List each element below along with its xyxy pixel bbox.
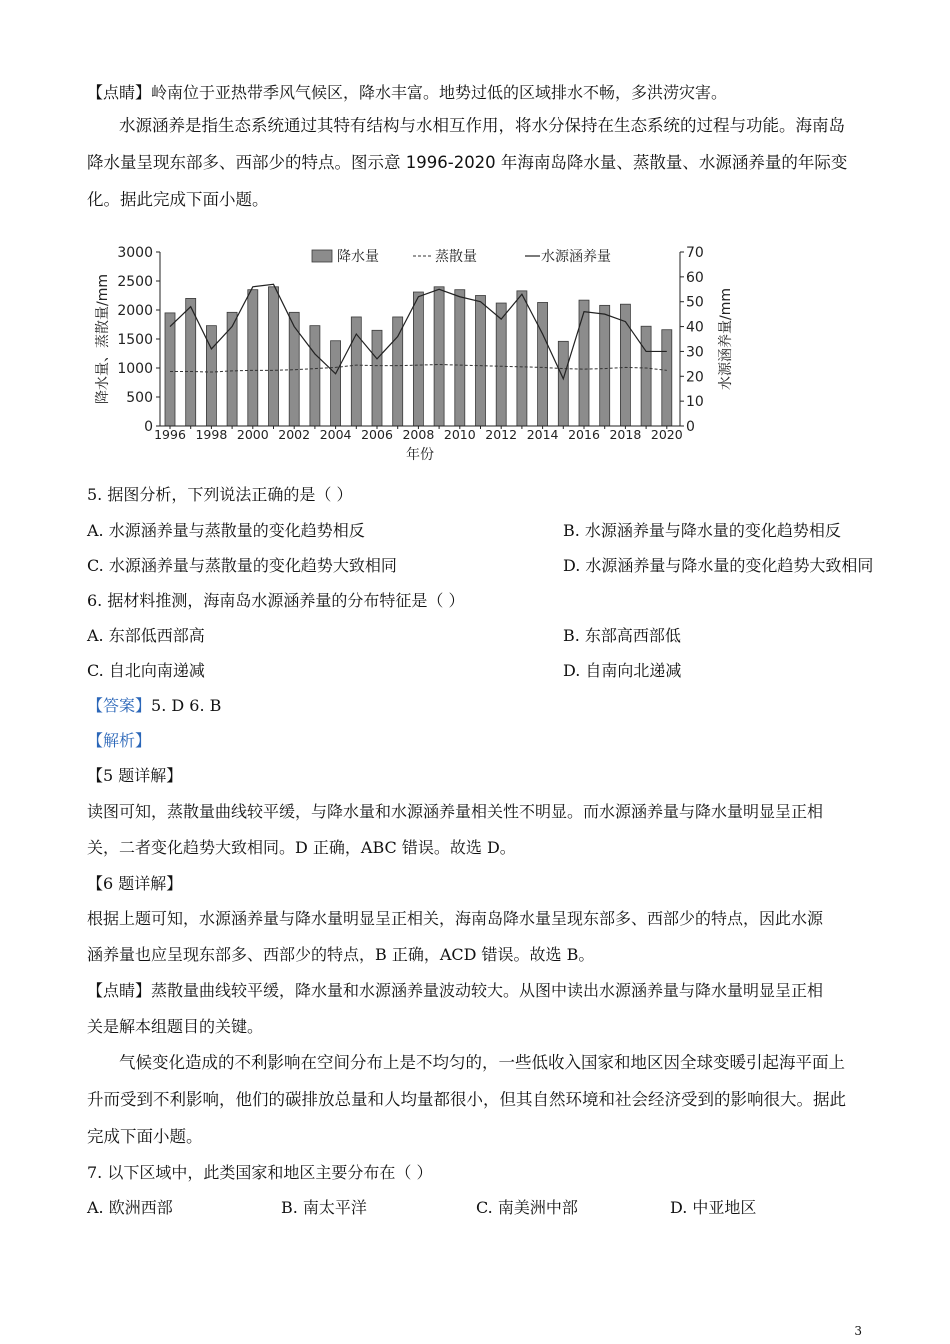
- x-tick-label-2008: 2008: [402, 427, 435, 442]
- right-tick-label-30: 30: [686, 344, 704, 361]
- tip-text: 岭南位于亚热带季风气候区，降水丰富。地势过低的区域排水不畅，多洪涝灾害。: [151, 83, 728, 102]
- right-tick-label-20: 20: [686, 369, 704, 386]
- detail-6-line-1: 根据上题可知，水源涵养量与降水量明显呈正相关，海南岛降水量呈现东部多、西部少的特点，因此水源: [87, 909, 824, 928]
- right-tick-label-70: 70: [686, 245, 704, 261]
- passage-2-line-1: 气候变化造成的不利影响在空间分布上是不均匀的，一些低收入国家和地区因全球变暖引起海平面上: [119, 1053, 845, 1072]
- q5-option-a: A. 水源涵养量与蒸散量的变化趋势相反: [87, 521, 365, 540]
- bar-precip-2001: [269, 287, 279, 426]
- left-tick-label-500: 500: [126, 390, 153, 406]
- x-tick-label-2002: 2002: [278, 427, 311, 442]
- question-6-stem: 6. 据材料推测，海南岛水源涵养量的分布特征是（ ）: [87, 591, 465, 610]
- bar-precip-2019: [641, 326, 651, 426]
- x-tick-label-2010: 2010: [443, 427, 476, 442]
- answer-tag: 【答案】: [87, 696, 152, 715]
- answer-line: [87, 695, 862, 717]
- legend-swatch-precip: [312, 250, 332, 262]
- right-tick-label-50: 50: [686, 294, 704, 311]
- tip-paragraph-1: [87, 82, 862, 104]
- bar-precip-2009: [434, 287, 444, 426]
- left-tick-label-3000: 3000: [117, 245, 153, 261]
- answer-text: 5. D 6. B: [151, 696, 222, 715]
- bar-precip-2020: [662, 330, 672, 426]
- question-5-row-2: [87, 555, 874, 577]
- detail-5-line-1: 读图可知，蒸散量曲线较平缓，与降水量和水源涵养量相关性不明显。而水源涵养量与降水量明显呈正相: [87, 802, 824, 821]
- bar-precip-2017: [600, 305, 610, 426]
- tip-tag: 【点睛】: [87, 83, 152, 102]
- x-tick-label-1996: 1996: [154, 427, 186, 442]
- q5-option-c: C. 水源涵养量与蒸散量的变化趋势大致相同: [87, 556, 397, 575]
- hainan-water-chart: [90, 232, 740, 468]
- q7-option-d: D. 中亚地区: [670, 1198, 757, 1217]
- bar-precip-1996: [165, 313, 175, 426]
- bar-precip-2016: [579, 300, 589, 426]
- right-tick-label-40: 40: [686, 319, 704, 336]
- x-axis-title: 年份: [406, 447, 434, 463]
- bar-precip-2011: [476, 296, 486, 427]
- q6-option-c: C. 自北向南递减: [87, 661, 205, 680]
- right-tick-label-60: 60: [686, 269, 704, 286]
- tip-2-line-2: 关是解本组题目的关键。: [87, 1017, 264, 1036]
- question-5-stem: 5. 据图分析，下列说法正确的是（ ）: [87, 485, 353, 504]
- analysis-tag: 【解析】: [87, 731, 152, 750]
- right-tick-label-10: 10: [686, 394, 704, 411]
- bar-precip-2014: [538, 302, 548, 426]
- q5-option-b: B. 水源涵养量与降水量的变化趋势相反: [563, 521, 841, 540]
- left-axis-title: 降水量、蒸散量/mm: [95, 274, 111, 404]
- bar-precip-2012: [496, 303, 506, 426]
- tip-paragraph-2: [87, 980, 862, 1002]
- bar-precip-2015: [558, 341, 568, 426]
- tip-2-line-1: 蒸散量曲线较平缓，降水量和水源涵养量波动较大。从图中读出水源涵养量与降水量明显呈正相: [151, 981, 824, 1000]
- passage-1-line-3: 化。据此完成下面小题。: [87, 190, 269, 209]
- passage-2-line-2: 升而受到不利影响，他们的碳排放总量和人均量都很小，但其自然环境和社会经济受到的影响很大。据此: [87, 1090, 846, 1109]
- x-tick-label-1998: 1998: [195, 427, 228, 442]
- left-tick-label-1000: 1000: [117, 361, 153, 377]
- x-tick-label-2004: 2004: [319, 427, 352, 442]
- q7-option-a: A. 欧洲西部: [87, 1198, 173, 1217]
- legend-label-water: 水源涵养量: [541, 249, 611, 265]
- question-6-row-2: [87, 660, 862, 682]
- tip-2-tag: 【点睛】: [87, 981, 152, 1000]
- bar-precip-2008: [413, 292, 423, 426]
- x-tick-label-2014: 2014: [526, 427, 559, 442]
- bar-precip-2007: [393, 317, 403, 426]
- right-tick-label-0: 0: [686, 419, 695, 435]
- bar-precip-2004: [331, 341, 341, 426]
- detail-5-line-2: 关，二者变化趋势大致相同。D 正确，ABC 错误。故选 D。: [87, 838, 516, 857]
- q6-option-a: A. 东部低西部高: [87, 626, 205, 645]
- x-tick-label-2000: 2000: [236, 427, 269, 442]
- legend-label-evap: 蒸散量: [435, 249, 477, 265]
- bar-precip-1999: [227, 312, 237, 426]
- passage-1-line-1: 水源涵养是指生态系统通过其特有结构与水相互作用，将水分保持在生态系统的过程与功能。海南岛: [119, 116, 845, 135]
- question-5-row-1: [87, 520, 862, 542]
- detail-5-tag: 【5 题详解】: [87, 766, 183, 785]
- question-6-row-1: [87, 625, 862, 647]
- detail-6-line-2: 涵养量也应呈现东部多、西部少的特点，B 正确，ACD 错误。故选 B。: [87, 945, 595, 964]
- q5-option-d: D. 水源涵养量与降水量的变化趋势大致相同: [563, 556, 874, 575]
- left-tick-label-1500: 1500: [117, 332, 153, 348]
- bar-precip-2010: [455, 290, 465, 426]
- x-tick-label-2006: 2006: [361, 427, 393, 442]
- bar-precip-1997: [186, 298, 196, 426]
- x-tick-label-2012: 2012: [485, 427, 518, 442]
- page-number: 3: [854, 1324, 862, 1338]
- x-tick-label-2016: 2016: [568, 427, 600, 442]
- bar-precip-2000: [248, 290, 258, 426]
- detail-6-tag: 【6 题详解】: [87, 874, 183, 893]
- q6-option-b: B. 东部高西部低: [563, 626, 681, 645]
- q7-option-b: B. 南太平洋: [281, 1198, 367, 1217]
- left-tick-label-2000: 2000: [117, 303, 153, 319]
- legend-label-precip: 降水量: [337, 249, 379, 265]
- left-tick-label-0: 0: [144, 419, 153, 435]
- bar-precip-2006: [372, 330, 382, 426]
- passage-2-line-3: 完成下面小题。: [87, 1127, 203, 1146]
- bar-precip-2013: [517, 291, 527, 426]
- x-tick-label-2020: 2020: [650, 427, 683, 442]
- left-tick-label-2500: 2500: [117, 274, 153, 290]
- q7-option-c: C. 南美洲中部: [476, 1198, 578, 1217]
- question-7-stem: 7. 以下区域中，此类国家和地区主要分布在（ ）: [87, 1163, 433, 1182]
- passage-1-line-2: 降水量呈现东部多、西部少的特点。图示意 1996-2020 年海南岛降水量、蒸散量、水源涵养量的年际变: [87, 153, 848, 172]
- bar-precip-2003: [310, 326, 320, 426]
- q6-option-d: D. 自南向北递减: [563, 661, 682, 680]
- x-tick-label-2018: 2018: [609, 427, 642, 442]
- right-axis-title: 水源涵养量/mm: [718, 288, 734, 390]
